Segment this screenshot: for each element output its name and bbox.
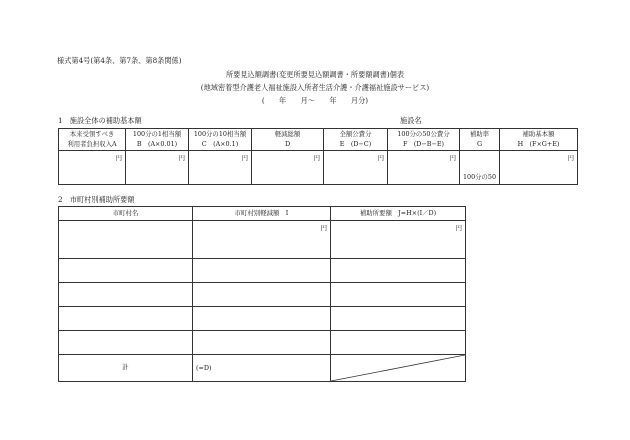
unit-label: 円 [320, 224, 327, 232]
value-cell-c[interactable] [189, 151, 252, 185]
total-formula: (=D) [196, 364, 212, 372]
reduction-cell[interactable] [193, 259, 331, 283]
facility-name-label: 施設名 [400, 116, 422, 125]
col-header-a: 本来受領すべき 利用者負担収入A [59, 129, 126, 151]
form-title: 所要見込額調書(変更所要見込額調書・所要額調書)個表 [225, 70, 405, 79]
section2-heading: 2 市町村別補助所要額 [58, 195, 135, 204]
unit-label: 円 [241, 154, 248, 162]
required-cell[interactable] [331, 221, 466, 259]
col-header-b: 100分の1相当額 B (A×0.01) [126, 129, 189, 151]
municipality-name-cell[interactable] [59, 307, 193, 331]
required-cell[interactable] [331, 283, 466, 307]
diagonal-strike-line [331, 355, 465, 381]
value-cell-e[interactable] [324, 151, 388, 185]
subsidy-rate-value: 100分の50 [460, 151, 500, 185]
total-label: 計 [59, 355, 193, 382]
col-header-municipality: 市町村名 [59, 207, 193, 221]
municipality-name-cell[interactable] [59, 331, 193, 355]
value-cell-b[interactable] [126, 151, 189, 185]
col-header-required: 補助所要額 J=H×(I／D) [331, 207, 466, 221]
unit-label: 円 [449, 154, 456, 162]
section1-heading: 1 施設全体の補助基本額 [58, 116, 142, 125]
form-period: ( 年 月～ 年 月分) [261, 96, 369, 105]
col-header-f: 100分の50公費分 F (D−B−E) [388, 129, 460, 151]
unit-label: 円 [455, 224, 462, 232]
value-cell-f[interactable] [388, 151, 460, 185]
required-cell[interactable] [331, 307, 466, 331]
col-header-h: 補助基本額 H (F×G+E) [500, 129, 578, 151]
reduction-cell[interactable] [193, 221, 331, 259]
unit-label: 円 [115, 154, 122, 162]
total-required-cell-crossed [331, 355, 466, 382]
municipality-name-cell[interactable] [59, 259, 193, 283]
col-header-d: 軽減総額 D [252, 129, 324, 151]
form-style-number: 様式第4号(第4条、第7条、第8条関係) [57, 56, 182, 65]
required-cell[interactable] [331, 259, 466, 283]
col-header-g: 補助率 G [460, 129, 500, 151]
unit-label: 円 [567, 154, 574, 162]
municipality-name-cell[interactable] [59, 221, 193, 259]
form-subtitle: (地域密着型介護老人福祉施設入所者生活介護・介護福祉施設サービス) [200, 83, 430, 92]
col-header-reduction: 市町村別軽減額 I [193, 207, 331, 221]
municipality-name-cell[interactable] [59, 283, 193, 307]
reduction-cell[interactable] [193, 331, 331, 355]
unit-label: 円 [377, 154, 384, 162]
subsidy-base-table [58, 128, 578, 185]
value-cell-d[interactable] [252, 151, 324, 185]
unit-label: 円 [313, 154, 320, 162]
required-cell[interactable] [331, 331, 466, 355]
col-header-e: 全額公費分 E (D−C) [324, 129, 388, 151]
reduction-cell[interactable] [193, 307, 331, 331]
municipality-table [58, 206, 466, 382]
unit-label: 円 [178, 154, 185, 162]
value-cell-a[interactable] [59, 151, 126, 185]
reduction-cell[interactable] [193, 283, 331, 307]
total-reduction-cell[interactable] [193, 355, 331, 382]
col-header-c: 100分の10相当額 C (A×0.1) [189, 129, 252, 151]
value-cell-h[interactable] [500, 151, 578, 185]
